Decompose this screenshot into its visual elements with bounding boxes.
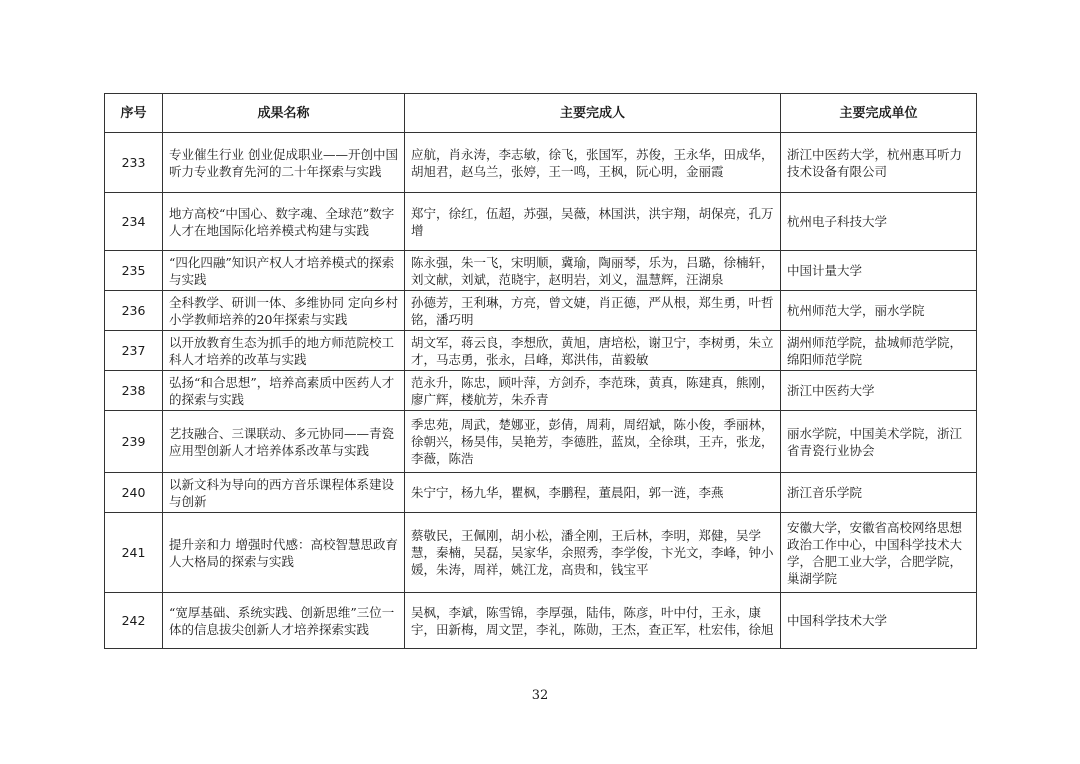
- row-people: 季忠苑，周武，楚娜亚，彭倩，周莉，周绍斌，陈小俊，季丽林，徐朝兴，杨昊伟，吴艳芳，李德胜，蓝岚，全徐琪，王卉，张龙，李薇，陈浩: [405, 411, 781, 473]
- table-row: [105, 473, 977, 513]
- row-people: 范永升，陈忠，顾叶萍，方剑乔，李范珠，黄真，陈建真，熊刚，廖广辉，楼航芳，朱乔青: [405, 371, 781, 411]
- table-row: [105, 513, 977, 593]
- row-unit: 浙江中医药大学: [781, 371, 977, 411]
- header-unit: 主要完成单位: [781, 94, 977, 133]
- row-unit: 杭州电子科技大学: [781, 193, 977, 251]
- row-no: 240: [105, 473, 163, 513]
- row-unit: 安徽大学，安徽省高校网络思想政治工作中心，中国科学技术大学，合肥工业大学，合肥学院，巢湖学院: [781, 513, 977, 593]
- row-no: 241: [105, 513, 163, 593]
- row-no: 235: [105, 251, 163, 291]
- row-unit: 中国科学技术大学: [781, 593, 977, 649]
- header-no: 序号: [105, 94, 163, 133]
- row-no: 239: [105, 411, 163, 473]
- row-name: 艺技融合、三课联动、多元协同——青瓷应用型创新人才培养体系改革与实践: [163, 411, 405, 473]
- table-header-row: [105, 94, 977, 133]
- row-people: 朱宁宁，杨九华，瞿枫，李鹏程，董晨阳，郭一涟，李燕: [405, 473, 781, 513]
- row-people: 应航，肖永涛，李志敏，徐飞，张国军，苏俊，王永华，田成华，胡旭君，赵乌兰，张婷，王一鸣，王枫，阮心明，金丽霞: [405, 133, 781, 193]
- row-name: 全科教学、研训一体、多维协同 定向乡村小学教师培养的20年探索与实践: [163, 291, 405, 331]
- row-no: 238: [105, 371, 163, 411]
- row-no: 236: [105, 291, 163, 331]
- row-unit: 湖州师范学院，盐城师范学院，绵阳师范学院: [781, 331, 977, 371]
- row-people: 吴枫，李斌，陈雪锦，李厚强，陆伟，陈彦，叶中付，王永，康宇，田新梅，周文罡，李礼，陈勋，王杰，查正军，杜宏伟，徐旭: [405, 593, 781, 649]
- header-people: 主要完成人: [405, 94, 781, 133]
- row-name: 弘扬“和合思想”，培养高素质中医药人才的探索与实践: [163, 371, 405, 411]
- row-no: 237: [105, 331, 163, 371]
- row-people: 孙德芳，王利琳，方亮，曾文婕，肖正德，严从根，郑生勇，叶哲铭，潘巧明: [405, 291, 781, 331]
- table-row: [105, 251, 977, 291]
- table-row: [105, 331, 977, 371]
- row-people: 陈永强，朱一飞，宋明顺，冀瑜，陶丽琴，乐为，吕璐，徐楠轩，刘文献，刘斌，范晓宇，赵明岩，刘义，温慧辉，汪湖泉: [405, 251, 781, 291]
- table-row: [105, 411, 977, 473]
- table-row: [105, 133, 977, 193]
- row-no: 234: [105, 193, 163, 251]
- table-row: [105, 193, 977, 251]
- row-name: 提升亲和力 增强时代感：高校智慧思政育人大格局的探索与实践: [163, 513, 405, 593]
- results-table: [104, 93, 977, 649]
- row-name: “四化四融”知识产权人才培养模式的探索与实践: [163, 251, 405, 291]
- row-name: 专业催生行业 创业促成职业——开创中国听力专业教育先河的二十年探索与实践: [163, 133, 405, 193]
- row-no: 242: [105, 593, 163, 649]
- row-people: 蔡敬民，王佩刚，胡小松，潘全刚，王后林，李明，郑健，吴学慧，秦楠，吴磊，吴家华，余照秀，李学俊，卞光文，李峰，钟小媛，朱涛，周祥，姚江龙，高贵和，钱宝平: [405, 513, 781, 593]
- row-unit: 中国计量大学: [781, 251, 977, 291]
- row-unit: 丽水学院，中国美术学院，浙江省青瓷行业协会: [781, 411, 977, 473]
- row-name: 地方高校“中国心、数字魂、全球范”数字人才在地国际化培养模式构建与实践: [163, 193, 405, 251]
- row-name: “宽厚基础、系统实践、创新思维”三位一体的信息拔尖创新人才培养探索实践: [163, 593, 405, 649]
- row-people: 胡文军，蒋云良，李想欣，黄旭，唐培松，谢卫宁，李树勇，朱立才，马志勇，张永，吕峰，郑洪伟，苗毅敏: [405, 331, 781, 371]
- row-name: 以新文科为导向的西方音乐课程体系建设与创新: [163, 473, 405, 513]
- row-people: 郑宁，徐红，伍超，苏强，吴薇，林国洪，洪宇翔，胡保亮，孔万增: [405, 193, 781, 251]
- header-name: 成果名称: [163, 94, 405, 133]
- row-unit: 浙江音乐学院: [781, 473, 977, 513]
- row-no: 233: [105, 133, 163, 193]
- table-row: [105, 291, 977, 331]
- page-number: 32: [531, 688, 549, 703]
- table-row: [105, 371, 977, 411]
- row-unit: 杭州师范大学，丽水学院: [781, 291, 977, 331]
- row-unit: 浙江中医药大学，杭州惠耳听力技术设备有限公司: [781, 133, 977, 193]
- row-name: 以开放教育生态为抓手的地方师范院校工科人才培养的改革与实践: [163, 331, 405, 371]
- table-row: [105, 593, 977, 649]
